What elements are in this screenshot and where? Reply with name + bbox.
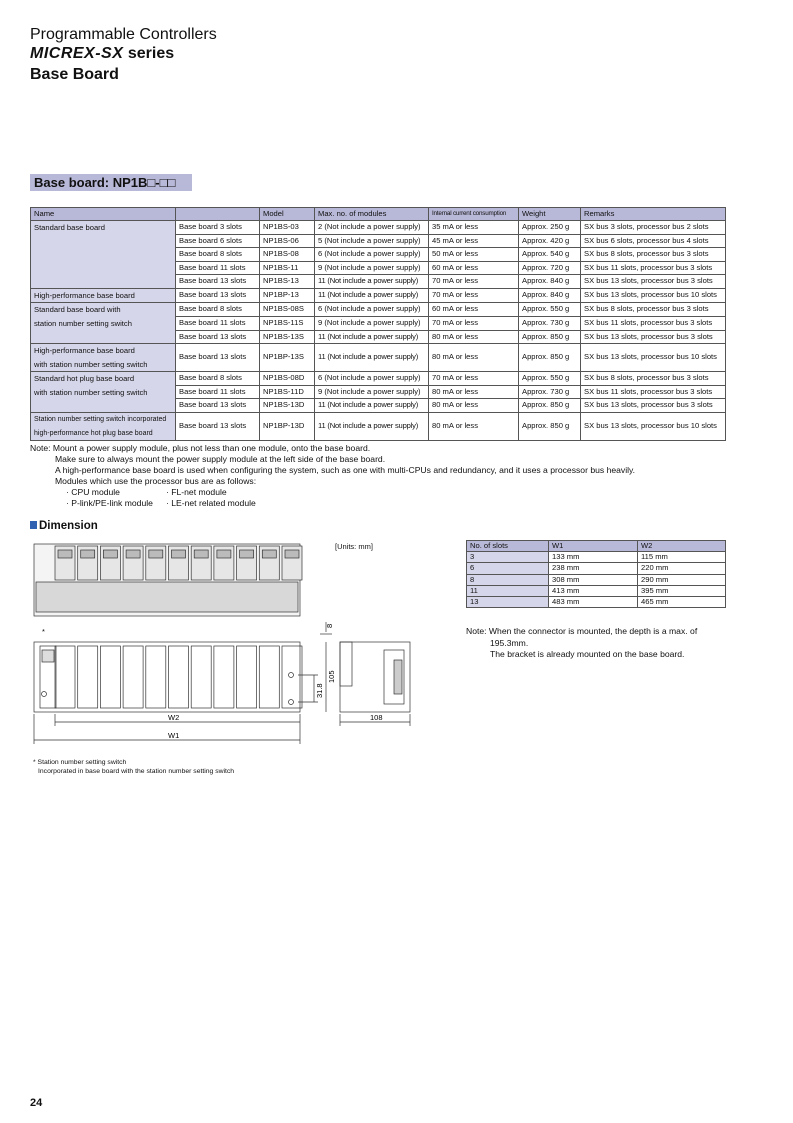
footnote-line: * Station number setting switch <box>33 759 127 766</box>
module-item: · LE-net related module <box>166 498 256 508</box>
slot-connector-pin <box>58 550 72 558</box>
col-header: No. of slots <box>467 541 549 552</box>
table-row <box>467 597 726 608</box>
current-cell: 70 mA or less <box>429 317 519 331</box>
remarks-cell: SX bus 8 slots, processor bus 3 slots <box>581 372 726 386</box>
current-cell: 70 mA or less <box>429 275 519 289</box>
max-modules-cell: 11 (Not include a power supply) <box>315 330 429 344</box>
w2-cell: 465 mm <box>638 597 726 608</box>
model-cell: NP1BS-03 <box>260 221 315 235</box>
slots-cell: 3 <box>467 552 549 563</box>
col-header <box>176 208 260 221</box>
module-item: · FL-net module <box>166 487 227 497</box>
max-modules-cell: 11 (Not include a power supply) <box>315 288 429 303</box>
remarks-cell: SX bus 3 slots, processor bus 2 slots <box>581 221 726 235</box>
table-row <box>467 552 726 563</box>
dimension-note-line: The bracket is already mounted on the base board. <box>490 649 685 659</box>
max-modules-cell: 2 (Not include a power supply) <box>315 221 429 235</box>
slot-connector-pin <box>149 550 163 558</box>
dimension-table-body <box>467 552 726 608</box>
max-modules-cell: 11 (Not include a power supply) <box>315 399 429 413</box>
weight-cell: Approx. 850 g <box>519 344 581 372</box>
max-modules-cell: 5 (Not include a power supply) <box>315 234 429 248</box>
table-row <box>31 288 726 303</box>
front-slot <box>78 646 98 708</box>
w1-cell: 308 mm <box>549 574 638 585</box>
model-cell: NP1BP-13 <box>260 288 315 303</box>
slot-connector-pin <box>81 550 95 558</box>
w2-cell: 220 mm <box>638 563 726 574</box>
note-line: Note: Mount a power supply module, plus not less than one module, onto the base board. <box>30 443 371 453</box>
offset-label: 31.8 <box>315 683 324 698</box>
slot-connector-pin <box>262 550 276 558</box>
product-name: Standard base board <box>34 223 105 232</box>
current-cell: 35 mA or less <box>429 221 519 235</box>
slots-cell: Base board 13 slots <box>176 330 260 344</box>
weight-cell: Approx. 850 g <box>519 413 581 441</box>
footnote-line: Incorporated in base board with the station number setting switch <box>38 768 235 775</box>
max-modules-cell: 9 (Not include a power supply) <box>315 261 429 275</box>
model-cell: NP1BS-13D <box>260 399 315 413</box>
dimension-note-line: 195.3mm. <box>490 637 529 648</box>
slot-connector-pin <box>240 550 254 558</box>
product-name-cell <box>31 288 176 303</box>
table-row <box>31 344 726 372</box>
current-cell: 50 mA or less <box>429 248 519 262</box>
model-cell: NP1BS-11S <box>260 317 315 331</box>
star-label: * <box>42 627 45 636</box>
weight-cell: Approx. 850 g <box>519 399 581 413</box>
spec-table <box>30 207 726 441</box>
front-slot <box>169 646 189 708</box>
weight-cell: Approx. 540 g <box>519 248 581 262</box>
slot-connector-pin <box>217 550 231 558</box>
slot-connector-pin <box>172 550 186 558</box>
current-cell: 80 mA or less <box>429 330 519 344</box>
table-row <box>467 574 726 585</box>
table-row <box>31 413 726 441</box>
dimension-note-line: Note: When the connector is mounted, the depth is a max. of <box>466 626 698 636</box>
slots-cell: Base board 11 slots <box>176 317 260 331</box>
col-header: Model <box>260 208 315 221</box>
product-name-cell <box>31 221 176 289</box>
product-name-cell <box>31 344 176 372</box>
slots-cell: Base board 11 slots <box>176 385 260 399</box>
model-cell: NP1BS-06 <box>260 234 315 248</box>
model-cell: NP1BS-13 <box>260 275 315 289</box>
max-modules-cell: 6 (Not include a power supply) <box>315 303 429 317</box>
dimension-table-header <box>467 541 726 552</box>
remarks-cell: SX bus 8 slots, processor bus 3 slots <box>581 248 726 262</box>
model-cell: NP1BS-11 <box>260 261 315 275</box>
module-list <box>30 498 635 509</box>
spec-table-header <box>31 208 726 221</box>
current-cell: 70 mA or less <box>429 288 519 303</box>
table-row <box>467 563 726 574</box>
page-number: 24 <box>30 1097 43 1109</box>
weight-cell: Approx. 550 g <box>519 372 581 386</box>
header-series-line <box>30 45 174 63</box>
current-cell: 80 mA or less <box>429 399 519 413</box>
col-header: Weight <box>519 208 581 221</box>
table-row <box>31 221 726 235</box>
front-slot <box>237 646 257 708</box>
slots-cell: Base board 8 slots <box>176 303 260 317</box>
model-cell: NP1BS-08 <box>260 248 315 262</box>
front-slot <box>55 646 75 708</box>
remarks-cell: SX bus 13 slots, processor bus 10 slots <box>581 413 726 441</box>
product-name: Standard base board with <box>34 305 121 315</box>
current-cell: 45 mA or less <box>429 234 519 248</box>
note-line: Make sure to always mount the power supply module at the left side of the base board. <box>55 454 386 464</box>
slots-cell: Base board 8 slots <box>176 248 260 262</box>
w1-label: W1 <box>168 731 180 740</box>
page-title: Base Board <box>30 66 119 83</box>
table-row <box>31 303 726 317</box>
slots-cell: 11 <box>467 585 549 596</box>
front-view-outline <box>34 642 300 712</box>
notes <box>30 443 635 509</box>
slots-cell: 13 <box>467 597 549 608</box>
weight-cell: Approx. 730 g <box>519 317 581 331</box>
header-line1: Programmable Controllers <box>30 26 217 43</box>
model-cell: NP1BP-13S <box>260 344 315 372</box>
current-cell: 80 mA or less <box>429 413 519 441</box>
product-name: high-performance hot plug base board <box>34 429 153 437</box>
footnote <box>33 758 234 776</box>
module-item: · CPU module <box>66 487 120 497</box>
remarks-cell: SX bus 13 slots, processor bus 3 slots <box>581 275 726 289</box>
remarks-cell: SX bus 8 slots, processor bus 3 slots <box>581 303 726 317</box>
dimension-title: Dimension <box>39 520 98 532</box>
remarks-cell: SX bus 13 slots, processor bus 3 slots <box>581 399 726 413</box>
units-label: [Units: mm] <box>335 542 373 551</box>
front-slot <box>259 646 279 708</box>
remarks-cell: SX bus 11 slots, processor bus 3 slots <box>581 317 726 331</box>
model-cell: NP1BS-08D <box>260 372 315 386</box>
note-line: A high-performance base board is used when configuring the system, such as one with multi-CPUs and redundancy, and it uses a processor bus heavily. <box>55 465 636 475</box>
current-cell: 60 mA or less <box>429 261 519 275</box>
slots-cell: Base board 8 slots <box>176 372 260 386</box>
table-row <box>31 372 726 386</box>
height-label: 105 <box>327 670 336 683</box>
w1-cell: 238 mm <box>549 563 638 574</box>
slots-cell: 6 <box>467 563 549 574</box>
product-name: High-performance base board <box>34 290 135 300</box>
w2-cell: 395 mm <box>638 585 726 596</box>
remarks-cell: SX bus 11 slots, processor bus 3 slots <box>581 261 726 275</box>
product-name: High-performance base board <box>34 346 135 356</box>
weight-cell: Approx. 850 g <box>519 330 581 344</box>
col-header: W1 <box>549 541 638 552</box>
remarks-cell: SX bus 13 slots, processor bus 10 slots <box>581 288 726 303</box>
w2-cell: 290 mm <box>638 574 726 585</box>
slots-cell: 8 <box>467 574 549 585</box>
w1-cell: 133 mm <box>549 552 638 563</box>
top-gap-label: 8 <box>325 623 334 628</box>
slots-cell: Base board 6 slots <box>176 234 260 248</box>
current-cell: 60 mA or less <box>429 303 519 317</box>
square-bullet-icon <box>30 521 37 529</box>
max-modules-cell: 9 (Not include a power supply) <box>315 385 429 399</box>
depth-label: 108 <box>370 713 383 722</box>
front-slot <box>191 646 211 708</box>
col-header: Max. no. of modules <box>315 208 429 221</box>
front-slot <box>146 646 166 708</box>
series-label: series <box>127 45 175 62</box>
section-title: Base board: NP1B□-□□ <box>30 174 192 191</box>
w1-cell: 413 mm <box>549 585 638 596</box>
weight-cell: Approx. 720 g <box>519 261 581 275</box>
w2-label: W2 <box>168 713 180 722</box>
product-name: Standard hot plug base board <box>34 374 135 384</box>
remarks-cell: SX bus 11 slots, processor bus 3 slots <box>581 385 726 399</box>
weight-cell: Approx. 840 g <box>519 275 581 289</box>
slots-cell: Base board 11 slots <box>176 261 260 275</box>
remarks-cell: SX bus 6 slots, processor bus 4 slots <box>581 234 726 248</box>
slots-cell: Base board 13 slots <box>176 288 260 303</box>
product-name: Station number setting switch incorporated <box>34 416 167 424</box>
col-header: Internal current consumption <box>429 208 519 221</box>
remarks-cell: SX bus 13 slots, processor bus 3 slots <box>581 330 726 344</box>
dimension-table <box>466 540 726 608</box>
micrex-logo: MICREX-SX <box>30 45 124 62</box>
weight-cell: Approx. 250 g <box>519 221 581 235</box>
slots-cell: Base board 13 slots <box>176 344 260 372</box>
spec-table-body <box>31 221 726 441</box>
max-modules-cell: 9 (Not include a power supply) <box>315 317 429 331</box>
product-name: with station number setting switch <box>34 359 148 369</box>
current-cell: 70 mA or less <box>429 372 519 386</box>
current-cell: 80 mA or less <box>429 385 519 399</box>
note-line: Modules which use the processor bus are as follows: <box>55 476 257 486</box>
max-modules-cell: 11 (Not include a power supply) <box>315 413 429 441</box>
w1-cell: 483 mm <box>549 597 638 608</box>
table-row <box>467 585 726 596</box>
slots-cell: Base board 13 slots <box>176 275 260 289</box>
slots-cell: Base board 13 slots <box>176 399 260 413</box>
weight-cell: Approx. 550 g <box>519 303 581 317</box>
current-cell: 80 mA or less <box>429 344 519 372</box>
product-name-cell <box>31 303 176 344</box>
dimension-heading <box>30 520 98 532</box>
max-modules-cell: 6 (Not include a power supply) <box>315 248 429 262</box>
max-modules-cell: 11 (Not include a power supply) <box>315 344 429 372</box>
slot-connector-pin <box>103 550 117 558</box>
model-cell: NP1BS-11D <box>260 385 315 399</box>
col-header: Remarks <box>581 208 726 221</box>
front-slot <box>123 646 143 708</box>
slot-connector-pin <box>285 550 299 558</box>
col-header: Name <box>31 208 176 221</box>
max-modules-cell: 6 (Not include a power supply) <box>315 372 429 386</box>
weight-cell: Approx. 840 g <box>519 288 581 303</box>
front-slot <box>214 646 234 708</box>
remarks-cell: SX bus 13 slots, processor bus 10 slots <box>581 344 726 372</box>
slots-cell: Base board 3 slots <box>176 221 260 235</box>
max-modules-cell: 11 (Not include a power supply) <box>315 275 429 289</box>
model-cell: NP1BS-13S <box>260 330 315 344</box>
col-header: W2 <box>638 541 726 552</box>
slot-connector-pin <box>194 550 208 558</box>
product-name-cell <box>31 413 176 441</box>
slot-connector-pin <box>126 550 140 558</box>
model-cell: NP1BS-08S <box>260 303 315 317</box>
weight-cell: Approx. 730 g <box>519 385 581 399</box>
product-name: with station number setting switch <box>34 387 148 397</box>
product-name-cell <box>31 372 176 413</box>
w2-cell: 115 mm <box>638 552 726 563</box>
module-list <box>30 487 635 498</box>
dimension-note <box>466 626 697 661</box>
front-slot <box>100 646 120 708</box>
connector-strip <box>36 582 298 612</box>
dimension-drawing <box>28 538 423 748</box>
model-cell: NP1BP-13D <box>260 413 315 441</box>
slots-cell: Base board 13 slots <box>176 413 260 441</box>
product-name: station number setting switch <box>34 318 132 328</box>
weight-cell: Approx. 420 g <box>519 234 581 248</box>
module-item: · P-link/PE-link module <box>66 498 153 508</box>
